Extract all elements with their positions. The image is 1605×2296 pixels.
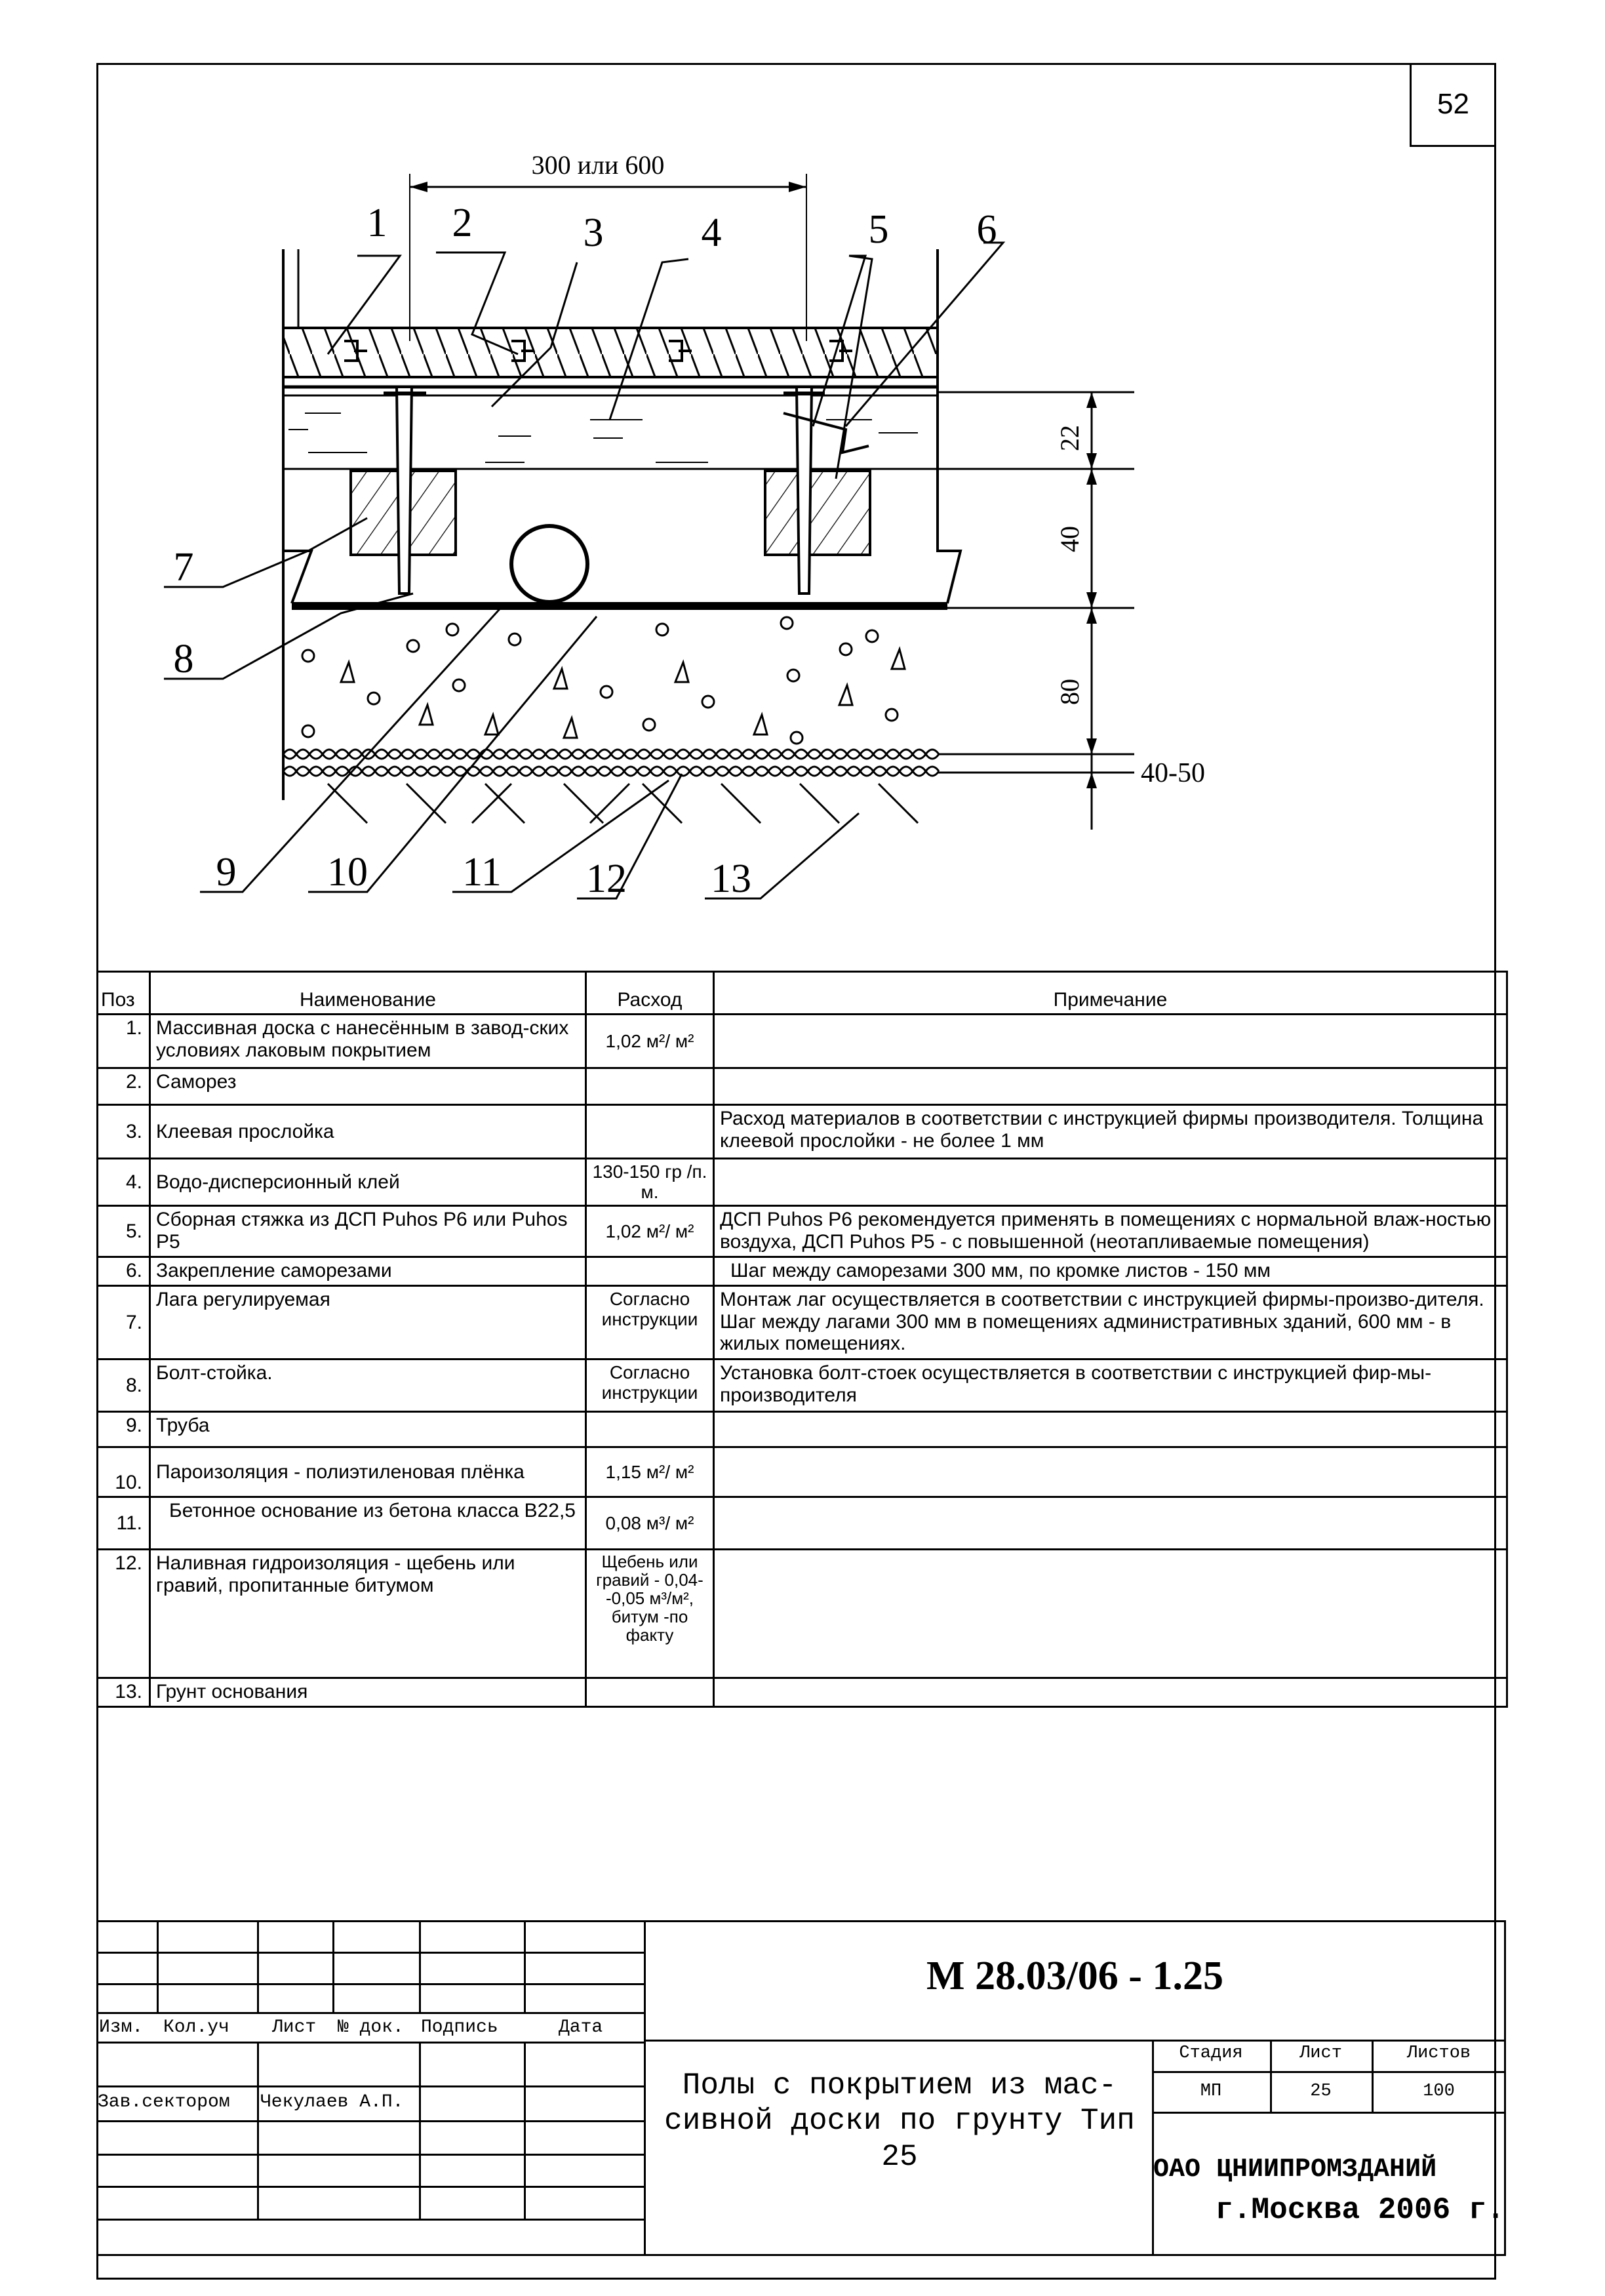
row-rate [586,1105,714,1159]
row-note: ДСП Puhos P6 рекомендуется применять в помещениях с нормальной влаж-ностью воздуха, ДСП Puhos P5 - с повышенной (неотапливаемые помещения) [714,1206,1507,1257]
table-row [98,1159,1507,1206]
table-row [98,1412,1507,1447]
row-name: Водо-дисперсионный клей [150,1159,586,1206]
row-pos: 7. [98,1286,150,1359]
row-pos: 2. [98,1068,150,1105]
label-date: Дата [559,2017,603,2038]
row-rate: Согласно инструкции [586,1359,714,1412]
callout-5: 5 [868,207,889,252]
row-rate [586,1257,714,1286]
table-row [98,1497,1507,1550]
row-note: Монтаж лаг осуществляется в соответствии с инструкцией фирмы-произво-дителя. Шаг между лагами 300 мм в помещениях административных зданий, 600 мм - в жилых помещениях. [714,1286,1507,1359]
sheets-label: Листов [1406,2044,1471,2063]
callout-12: 12 [586,856,627,901]
row-pos: 10. [98,1447,150,1497]
row-pos: 11. [98,1497,150,1550]
row-note [714,1015,1507,1068]
row-note: Установка болт-стоек осуществляется в соответствии с инструкцией фир-мы-производителя [714,1359,1507,1412]
row-pos: 4. [98,1159,150,1206]
row-rate: 0,08 м³/ м² [586,1497,714,1550]
row-note [714,1550,1507,1678]
sheets-value: 100 [1423,2082,1455,2101]
header-rate: Расход [586,972,714,1015]
row-name: Болт-стойка. [150,1359,586,1412]
callout-6: 6 [976,207,997,252]
row-note [714,1159,1507,1206]
table-row [98,1286,1507,1359]
stage-value: МП [1200,2082,1222,2101]
row-name: Сборная стяжка из ДСП Puhos P6 или Puhos P5 [150,1206,586,1257]
vapour-barrier [292,602,947,610]
pipe [511,526,587,602]
row-note [714,1497,1507,1550]
callout-1: 1 [367,201,387,245]
row-pos: 5. [98,1206,150,1257]
row-rate: Щебень или гравий - 0,04--0,05 м³/м², битум -по факту [586,1550,714,1678]
row-name: Лага регулируемая [150,1286,586,1359]
title-block [96,1920,1506,2256]
row-rate [586,1412,714,1447]
table-row [98,1447,1507,1497]
organization: ОАО ЦНИИПРОМЗДАНИЙ [1153,2155,1437,2185]
row-name: Клеевая прослойка [150,1105,586,1159]
specification-table [96,971,1508,1708]
dimension-40-50: 40-50 [1141,758,1205,788]
callout-9: 9 [216,850,237,895]
table-row [98,1678,1507,1707]
sheet-number: 52 [1410,63,1495,147]
row-name: Массивная доска с нанесённым в завод-ских условиях лаковым покрытием [150,1015,586,1068]
table-row [98,1105,1507,1159]
dimension-80: 80 [1055,679,1084,705]
row-rate: 1,02 м²/ м² [586,1015,714,1068]
header-pos: Поз [98,972,150,1015]
table-row [98,1015,1507,1068]
joist-right [765,471,870,555]
header-name: Наименование [150,972,586,1015]
row-pos: 13. [98,1678,150,1707]
callout-3: 3 [583,211,604,255]
row-pos: 1. [98,1015,150,1068]
stage-label: Стадия [1179,2044,1243,2063]
table-row [98,1550,1507,1678]
row-rate: 1,15 м²/ м² [586,1447,714,1497]
sheet-title: Полы с покрытием из мас-сивной доски по грунту Тип 25 [664,2068,1135,2174]
label-doc: № док. [338,2017,404,2038]
callout-8: 8 [173,637,194,681]
header-note: Примечание [714,972,1507,1015]
row-note [714,1678,1507,1707]
row-pos: 12. [98,1550,150,1678]
table-row [98,1257,1507,1286]
callout-2: 2 [452,201,473,245]
head-name: Чекулаев А.П. [260,2092,404,2112]
row-name: Бетонное основание из бетона класса B22,5 [150,1497,586,1550]
row-rate [586,1678,714,1707]
table-row [98,1359,1507,1412]
callout-13: 13 [711,856,751,901]
row-pos: 6. [98,1257,150,1286]
label-izm: Изм. [99,2017,144,2038]
row-note: Шаг между саморезами 300 мм, по кромке листов - 150 мм [714,1257,1507,1286]
label-sign: Подпись [421,2017,498,2038]
bolt-post-left [397,387,412,594]
dimension-40: 40 [1055,526,1084,552]
row-name: Закрепление саморезами [150,1257,586,1286]
row-name: Труба [150,1412,586,1447]
table-row [98,1068,1507,1105]
row-rate [586,1068,714,1105]
row-note [714,1412,1507,1447]
gravel-waterproofing [283,750,939,776]
callout-7: 7 [173,545,194,590]
document-code: М 28.03/06 - 1.25 [926,1954,1223,1998]
label-kol: Кол.уч [163,2017,229,2038]
row-name: Пароизоляция - полиэтиленовая плёнка [150,1447,586,1497]
row-note [714,1068,1507,1105]
row-note: Расход материалов в соответствии с инструкцией фирмы производителя. Толщина клеевой прослойки - не более 1 мм [714,1105,1507,1159]
row-pos: 8. [98,1359,150,1412]
dimension-22: 22 [1055,425,1084,451]
massive-board-layer [283,328,938,377]
table-row [98,1206,1507,1257]
label-list: Лист [272,2017,317,2038]
dimension-span-label: 300 или 600 [531,150,665,180]
sheet-value: 25 [1310,2082,1332,2101]
floor-cross-section-drawing [0,0,1605,971]
table-header-row [98,972,1507,1015]
row-name: Саморез [150,1068,586,1105]
callout-4: 4 [701,211,722,255]
row-pos: 3. [98,1105,150,1159]
sheet-label: Лист [1299,2044,1342,2063]
row-pos: 9. [98,1412,150,1447]
row-rate: 130-150 гр /п. м. [586,1159,714,1206]
row-name: Грунт основания [150,1678,586,1707]
row-rate: Согласно инструкции [586,1286,714,1359]
row-note [714,1447,1507,1497]
concrete-base [283,611,938,742]
callout-11: 11 [462,850,502,895]
row-rate: 1,02 м²/ м² [586,1206,714,1257]
callout-10: 10 [327,850,368,895]
city-year: г.Москва 2006 г. [1215,2193,1505,2227]
head-role: Зав.сектором [98,2092,230,2112]
row-name: Наливная гидроизоляция - щебень или гравий, пропитанные битумом [150,1550,586,1678]
